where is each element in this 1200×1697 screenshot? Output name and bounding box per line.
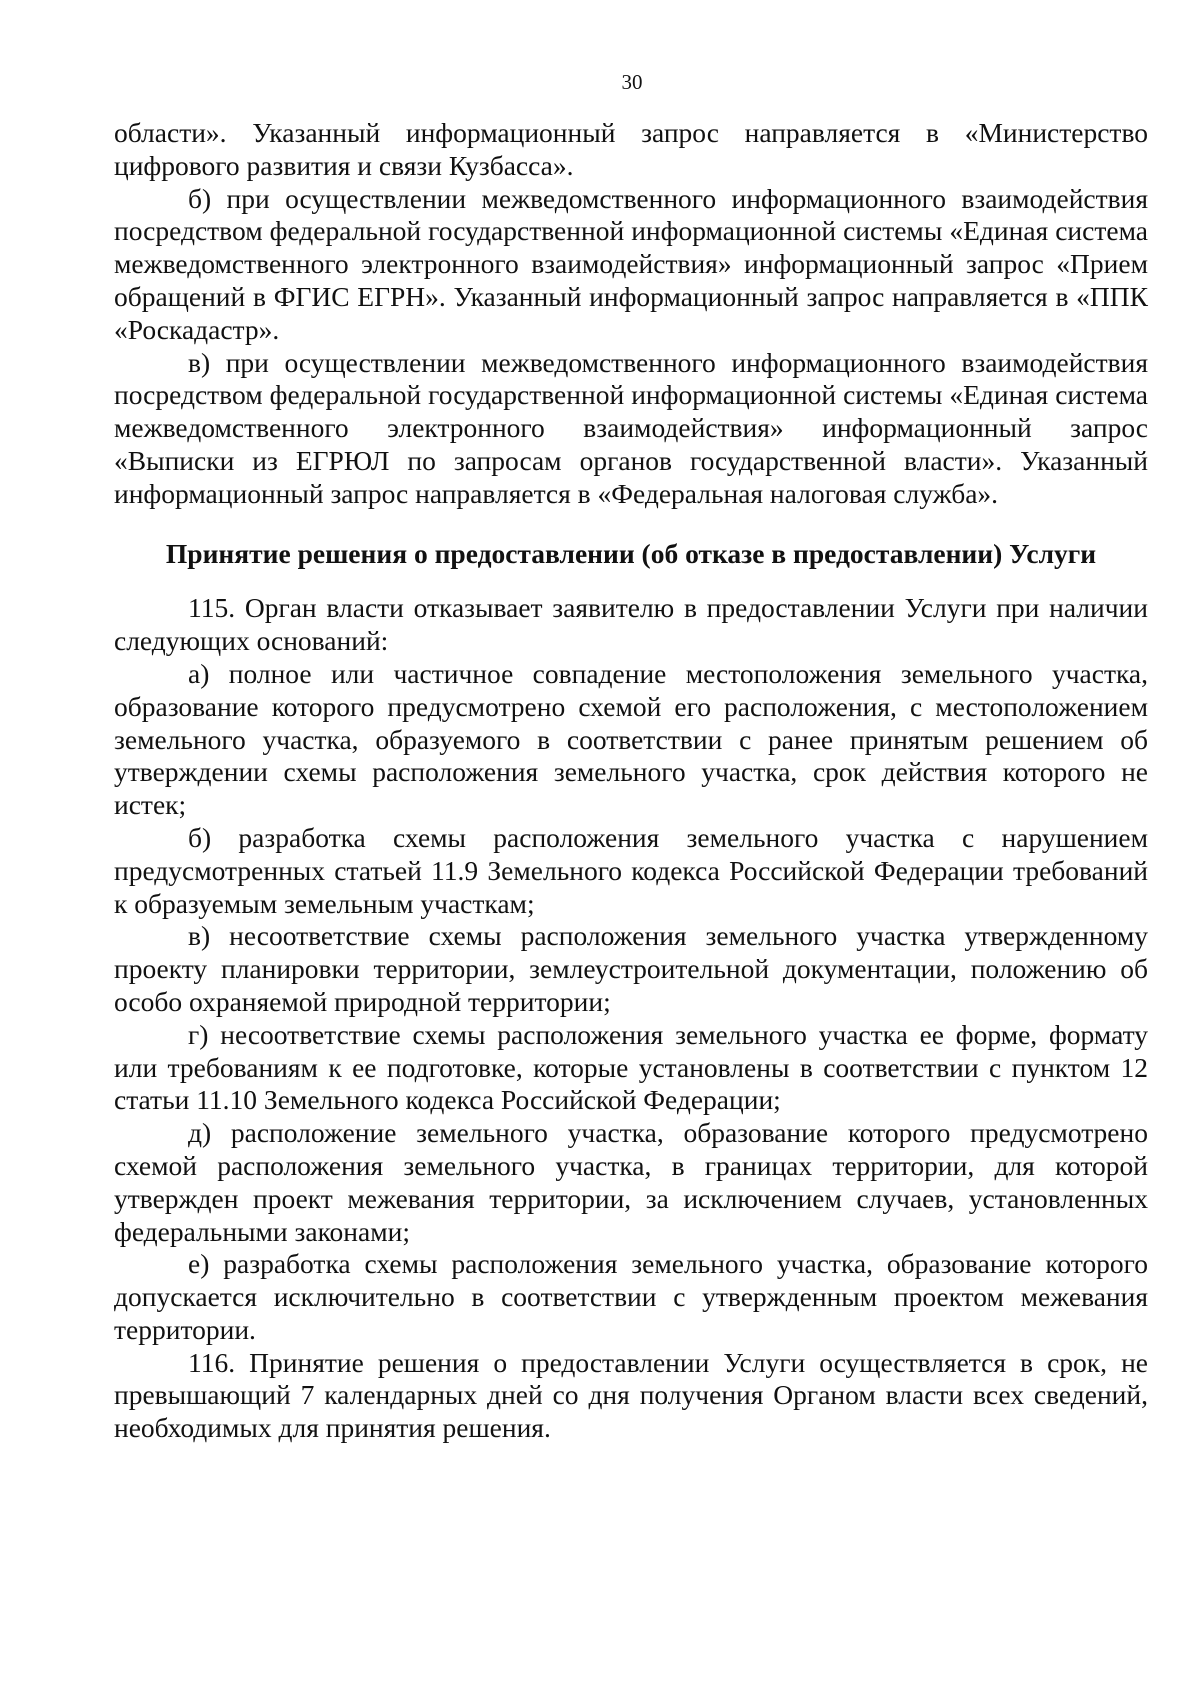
paragraph-item-v: в) при осуществлении межведомственного информационного взаимодействия посредством федеральной государственной информационной системы «Единая система межведомственного электронного взаимодействия» информационный запрос «Выписки из ЕГРЮЛ по запросам органов государственной власти». Указанный информационный запрос направляется в «Федеральная налоговая служба». [114,346,1148,509]
paragraph-115-g: г) несоответствие схемы расположения земельного участка ее форме, формату или требованиям к ее подготовке, которые установлены в соответствии с пунктом 12 статьи 11.10 Земельного кодекса Российской Федерации; [114,1018,1148,1116]
paragraph-115-d: д) расположение земельного участка, образование которого предусмотрено схемой расположения земельного участка, в границах территории, для которой утвержден проект межевания территории, за исключением случаев, установленных федеральными законами; [114,1117,1148,1247]
paragraph-115-a: а) полное или частичное совпадение местоположения земельного участка, образование которого предусмотрено схемой его расположения, с местоположением земельного участка, образуемого в соответствии с ранее принятым решением об утверждении схемы расположения земельного участка, срок действия которого не истек; [114,657,1148,821]
paragraph-115-b: б) разработка схемы расположения земельного участка с нарушением предусмотренных статьей 11.9 Земельного кодекса Российской Федерации требований к образуемым земельным участкам; [114,821,1148,919]
paragraph-115: 115. Орган власти отказывает заявителю в предоставлении Услуги при наличии следующих оснований: [114,592,1148,657]
document-body [114,117,1148,1445]
paragraph-116: 116. Принятие решения о предоставлении Услуги осуществляется в срок, не превышающий 7 календарных дней со дня получения Органом власти всех сведений, необходимых для принятия решения. [114,1346,1148,1444]
page-number: 30 [621,70,643,94]
section-heading: Принятие решения о предоставлении (об отказе в предоставлении) Услуги [165,537,1097,569]
paragraph-115-e: е) разработка схемы расположения земельного участка, образование которого допускается исключительно в соответствии с утвержденным проектом межевания территории. [114,1248,1148,1345]
paragraph-115-v: в) несоответствие схемы расположения земельного участка утвержденному проекту планировки территории, землеустроительной документации, положению об особо охраняемой природной территории; [114,920,1148,1017]
paragraph-item-b: б) при осуществлении межведомственного информационного взаимодействия посредством федеральной государственной информационной системы «Единая система межведомственного электронного взаимодействия» информационный запрос «Прием обращений в ФГИС ЕГРН». Указанный информационный запрос направляется в «ППК «Роскадастр». [114,182,1148,345]
paragraph-continuation: области». Указанный информационный запрос направляется в «Министерство цифрового развития и связи Кузбасса». [114,117,1148,181]
